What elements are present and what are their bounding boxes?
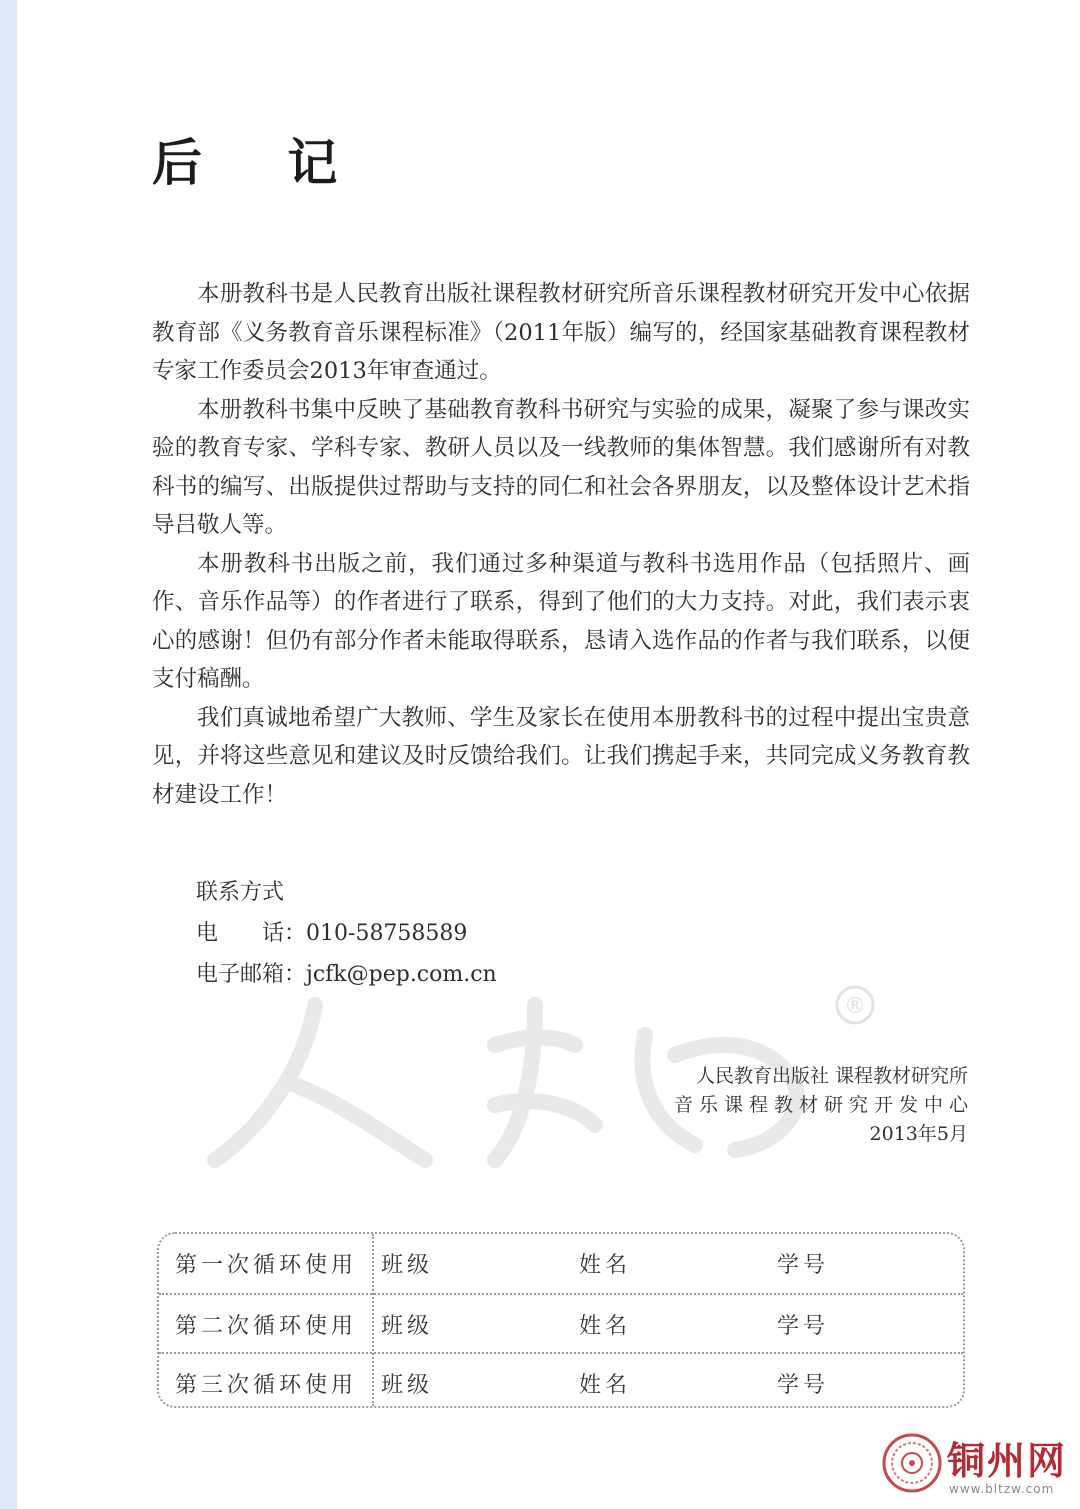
afterword-body bbox=[152, 275, 970, 814]
site-logo[interactable] bbox=[877, 1428, 1077, 1508]
student-id-field-label: 学号 bbox=[777, 1252, 830, 1278]
paragraph-1: 本册教科书是人民教育出版社课程教材研究所音乐课程教材研究开发中心依据教育部《义务教育音乐课程标准》（2011年版）编写的，经国家基础教育课程教材专家工作委员会2013年审查通过。 bbox=[152, 281, 970, 384]
name-field-label: 姓名 bbox=[579, 1372, 632, 1398]
signature-block bbox=[673, 1062, 974, 1149]
registered-mark: ® bbox=[844, 994, 866, 1019]
contact-block bbox=[196, 872, 497, 995]
email-address[interactable]: jcfk@pep.com.cn bbox=[306, 962, 497, 987]
site-url[interactable]: www.bltzw.com bbox=[949, 1482, 1055, 1496]
name-field-label: 姓名 bbox=[579, 1313, 632, 1339]
phone-label: 电 话： bbox=[196, 921, 307, 946]
contact-email-row bbox=[196, 954, 497, 995]
class-field-label: 班级 bbox=[381, 1313, 434, 1339]
cycle-label: 第二次循环使用 bbox=[175, 1313, 358, 1339]
cycle-label: 第一次循环使用 bbox=[175, 1252, 358, 1278]
email-label: 电子邮箱： bbox=[196, 962, 307, 987]
signature-date: 2013年5月 bbox=[869, 1123, 968, 1145]
signature-line-1: 人民教育出版社 课程教材研究所 bbox=[695, 1065, 968, 1087]
reuse-record-table bbox=[157, 1232, 965, 1408]
phone-number: 010-58758589 bbox=[306, 921, 468, 946]
signature-line-2: 音乐课程教材研究开发中心 bbox=[673, 1094, 974, 1116]
table-row bbox=[159, 1234, 963, 1292]
page-edge-strip bbox=[0, 0, 17, 1509]
paragraph-4: 我们真诚地希望广大教师、学生及家长在使用本册教科书的过程中提出宝贵意见，并将这些意见和建议及时反馈给我们。让我们携起手来，共同完成义务教育教材建设工作！ bbox=[152, 704, 970, 808]
class-field-label: 班级 bbox=[381, 1372, 434, 1398]
contact-phone-row bbox=[196, 913, 497, 954]
table-row bbox=[159, 1293, 963, 1353]
student-id-field-label: 学号 bbox=[777, 1313, 830, 1339]
paragraph-2: 本册教科书集中反映了基础教育教科书研究与实验的成果，凝聚了参与课改实验的教育专家、学科专家、教研人员以及一线教师的集体智慧。我们感谢所有对教科书的编写、出版提供过帮助与支持的同仁和社会各界朋友，以及整体设计艺术指导吕敬人等。 bbox=[152, 396, 970, 538]
class-field-label: 班级 bbox=[381, 1252, 434, 1278]
seal-icon bbox=[881, 1432, 943, 1494]
cycle-label: 第三次循环使用 bbox=[175, 1372, 358, 1398]
student-id-field-label: 学号 bbox=[777, 1372, 830, 1398]
page-title: 后 记 bbox=[152, 134, 372, 192]
site-name: 铜州网 bbox=[947, 1438, 1068, 1483]
contact-heading: 联系方式 bbox=[196, 880, 285, 905]
table-row bbox=[159, 1352, 963, 1412]
registered-mark-icon bbox=[837, 987, 873, 1023]
name-field-label: 姓名 bbox=[579, 1252, 632, 1278]
paragraph-3: 本册教科书出版之前，我们通过多种渠道与教科书选用作品（包括照片、画作、音乐作品等）的作者进行了联系，得到了他们的大力支持。对此，我们表示衷心的感谢！但仍有部分作者未能取得联系，恳请入选作品的作者与我们联系，以便支付稿酬。 bbox=[152, 550, 970, 692]
